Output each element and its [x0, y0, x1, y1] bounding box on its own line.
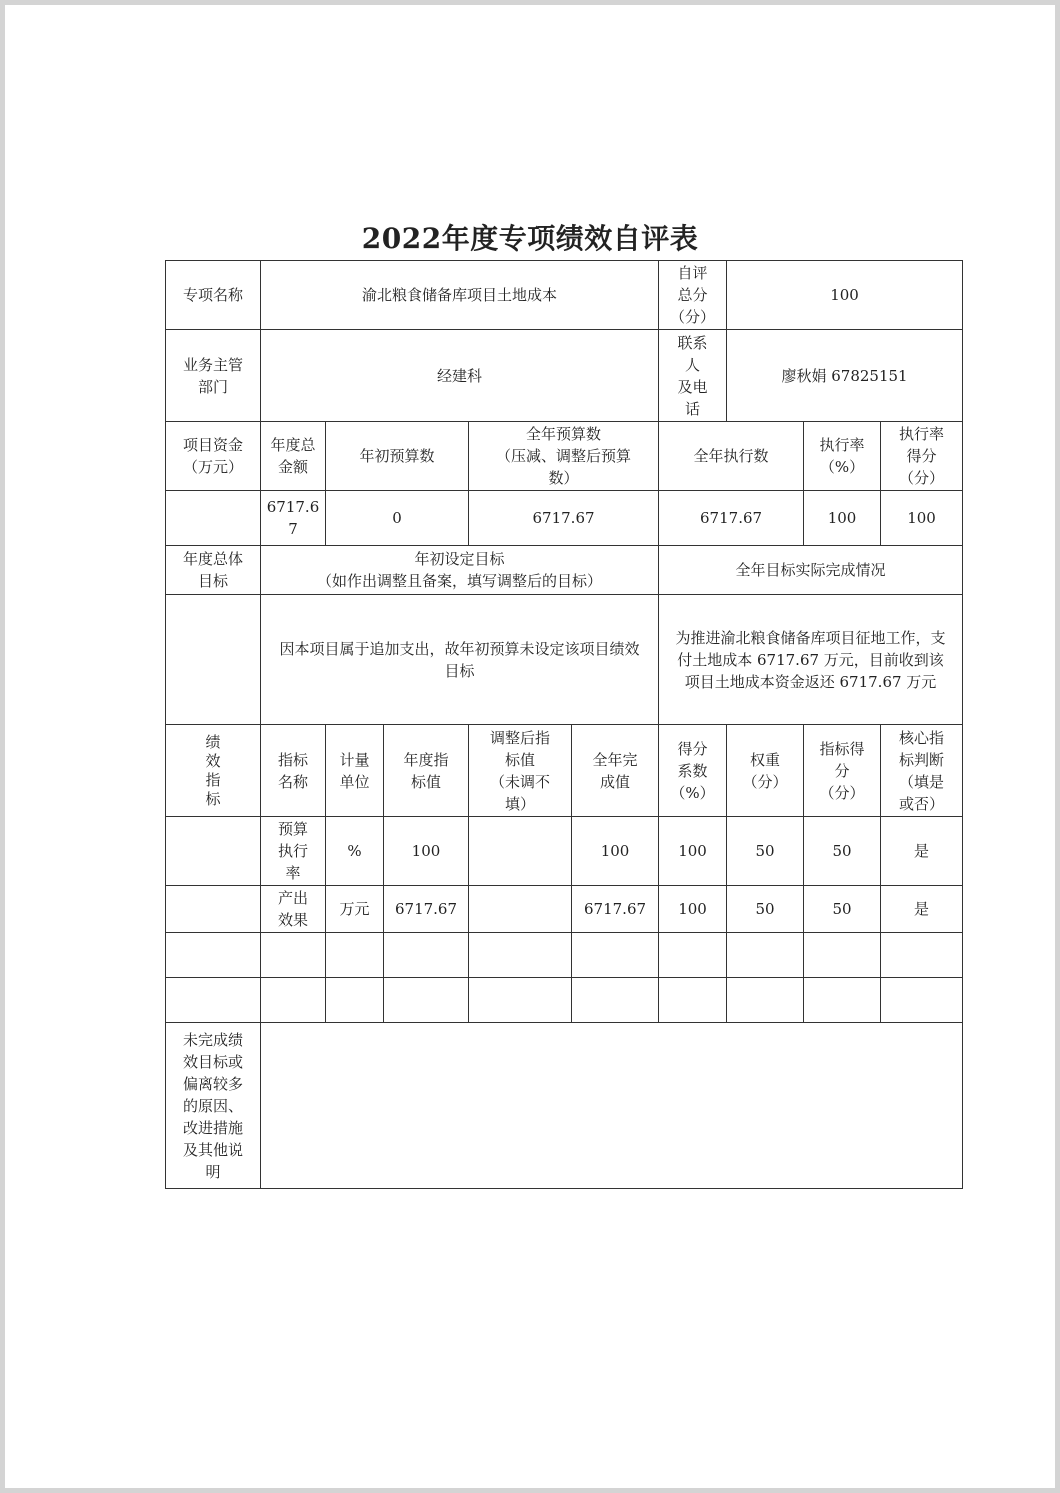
initial-goals-header: 年初设定目标 （如作出调整且备案，填写调整后的目标）: [261, 546, 659, 595]
exec-score-header: 执行率 得分 （分）: [881, 422, 963, 491]
adjusted-value-header: 调整后指 标值 （未调不 填）: [469, 725, 572, 817]
actual-value: 100: [572, 817, 659, 886]
actual-goals-text: 为推进渝北粮食储备库项目征地工作，支付土地成本 6717.67 万元，目前收到该项目土地成本资金返还 6717.67 万元: [659, 595, 963, 725]
row-blank-cell: [166, 817, 261, 886]
annual-value: [384, 933, 469, 978]
adjusted-value: [469, 978, 572, 1023]
row-blank-cell: [166, 933, 261, 978]
project-name-label: 专项名称: [166, 261, 261, 330]
indicator-name: 预算 执行 率: [261, 817, 326, 886]
score-coef: 100: [659, 886, 727, 933]
initial-goals-text: 因本项目属于追加支出，故年初预算未设定该项目绩效目标: [261, 595, 659, 725]
performance-evaluation-table: [165, 260, 963, 1189]
notes-value: [261, 1023, 963, 1189]
indicator-name: 产出 效果: [261, 886, 326, 933]
score-coef: [659, 933, 727, 978]
actual-value: [572, 933, 659, 978]
score-coef: 100: [659, 817, 727, 886]
core-indicator: 是: [881, 817, 963, 886]
core-indicator: 是: [881, 886, 963, 933]
indicator-score: [804, 978, 881, 1023]
row-blank-cell: [166, 886, 261, 933]
score-coef-header: 得分 系数 （%）: [659, 725, 727, 817]
department-value: 经建科: [261, 330, 659, 422]
core-indicator-header: 核心指 标判断 （填是 或否）: [881, 725, 963, 817]
weight: 50: [727, 817, 804, 886]
indicator-unit-header: 计量 单位: [326, 725, 384, 817]
initial-budget-header: 年初预算数: [326, 422, 469, 491]
initial-budget-value: 0: [326, 491, 469, 546]
annual-goals-label: 年度总体 目标: [166, 546, 261, 595]
exec-score-value: 100: [881, 491, 963, 546]
full-year-budget-value: 6717.67: [469, 491, 659, 546]
adjusted-value: [469, 817, 572, 886]
weight: 50: [727, 886, 804, 933]
actual-value: [572, 978, 659, 1023]
actual-value: 6717.67: [572, 886, 659, 933]
indicator-unit: 万元: [326, 886, 384, 933]
funds-label: 项目资金 （万元）: [166, 422, 261, 491]
adjusted-value: [469, 886, 572, 933]
notes-label: 未完成绩 效目标或 偏离较多 的原因、 改进措施 及其他说 明: [166, 1023, 261, 1189]
full-year-budget-header: 全年预算数 （压减、调整后预算 数）: [469, 422, 659, 491]
indicator-score: 50: [804, 817, 881, 886]
document-page: [5, 5, 1055, 1488]
annual-value: [384, 978, 469, 1023]
indicator-score: [804, 933, 881, 978]
annual-total-header: 年度总 金额: [261, 422, 326, 491]
weight-header: 权重 （分）: [727, 725, 804, 817]
core-indicator: [881, 933, 963, 978]
indicator-unit: [326, 978, 384, 1023]
full-year-exec-value: 6717.67: [659, 491, 804, 546]
indicator-unit: [326, 933, 384, 978]
contact-value: 廖秋娟 67825151: [727, 330, 963, 422]
core-indicator: [881, 978, 963, 1023]
indicator-name: [261, 978, 326, 1023]
indicator-name-header: 指标 名称: [261, 725, 326, 817]
project-name-value: 渝北粮食储备库项目土地成本: [261, 261, 659, 330]
actual-goals-header: 全年目标实际完成情况: [659, 546, 963, 595]
table-row: [166, 933, 963, 978]
table-row: [166, 978, 963, 1023]
annual-value: 100: [384, 817, 469, 886]
annual-value: 6717.67: [384, 886, 469, 933]
indicator-score-header: 指标得 分 （分）: [804, 725, 881, 817]
indicators-label: 绩 效 指 标: [166, 725, 261, 817]
annual-value-header: 年度指 标值: [384, 725, 469, 817]
weight: [727, 978, 804, 1023]
actual-value-header: 全年完 成值: [572, 725, 659, 817]
contact-label: 联系 人 及电 话: [659, 330, 727, 422]
self-score-value: 100: [727, 261, 963, 330]
department-label: 业务主管 部门: [166, 330, 261, 422]
page-title: 2022年度专项绩效自评表: [361, 222, 699, 255]
self-score-label: 自评 总分 （分）: [659, 261, 727, 330]
exec-rate-value: 100: [804, 491, 881, 546]
full-year-exec-header: 全年执行数: [659, 422, 804, 491]
table-row: [166, 886, 963, 933]
exec-rate-header: 执行率 （%）: [804, 422, 881, 491]
goals-blank-cell: [166, 595, 261, 725]
indicator-unit: %: [326, 817, 384, 886]
adjusted-value: [469, 933, 572, 978]
table-row: [166, 817, 963, 886]
score-coef: [659, 978, 727, 1023]
indicator-name: [261, 933, 326, 978]
weight: [727, 933, 804, 978]
annual-total-value: 6717.67: [261, 491, 326, 546]
row-blank-cell: [166, 978, 261, 1023]
indicator-score: 50: [804, 886, 881, 933]
funds-blank-cell: [166, 491, 261, 546]
